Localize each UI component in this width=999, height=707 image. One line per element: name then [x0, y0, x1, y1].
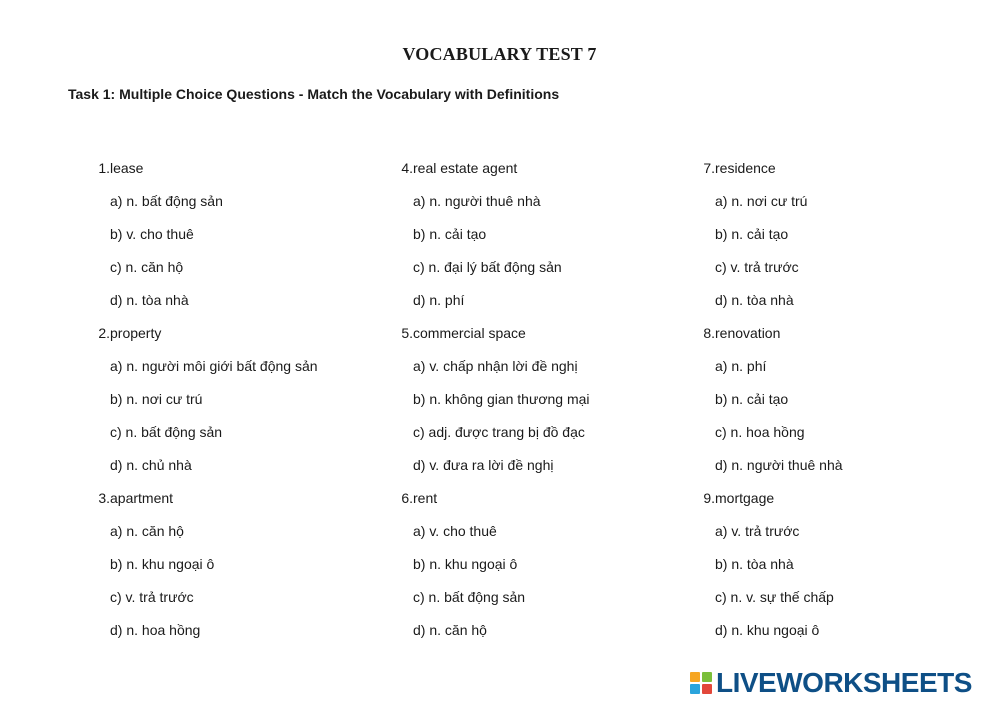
answer-option[interactable]: b) n. cải tạo — [715, 225, 789, 242]
question-column — [693, 151, 993, 646]
vocabulary-word: rent — [413, 489, 438, 506]
answer-option[interactable]: c) n. hoa hồng — [715, 423, 805, 440]
question-number: 9. — [703, 489, 715, 506]
answer-option[interactable]: c) adj. được trang bị đồ đạc — [413, 423, 585, 440]
answer-option[interactable]: c) v. trả trước — [715, 258, 799, 275]
answer-option[interactable]: d) n. căn hộ — [413, 621, 487, 638]
page-title: VOCABULARY TEST 7 — [402, 44, 597, 64]
answer-option[interactable]: b) n. tòa nhà — [715, 555, 794, 572]
vocabulary-word: mortgage — [715, 489, 775, 506]
question-number: 4. — [401, 159, 413, 176]
answer-option[interactable]: a) n. căn hộ — [110, 522, 184, 539]
question — [693, 316, 993, 349]
question-number: 6. — [401, 489, 413, 506]
question-number: 8. — [703, 324, 715, 341]
question-number: 7. — [703, 159, 715, 176]
answer-option[interactable]: d) n. hoa hồng — [110, 621, 201, 638]
answer-option[interactable]: d) n. chủ nhà — [110, 456, 192, 473]
question-column — [391, 151, 691, 646]
vocabulary-word: residence — [715, 159, 776, 176]
question-number: 5. — [401, 324, 413, 341]
answer-option[interactable]: b) n. cải tạo — [715, 390, 789, 407]
answer-option[interactable]: b) v. cho thuê — [110, 225, 194, 242]
answer-option[interactable]: a) v. trả trước — [715, 522, 800, 539]
answer-option[interactable]: d) n. phí — [413, 291, 465, 308]
answer-option[interactable]: d) v. đưa ra lời đề nghị — [413, 456, 554, 473]
task-heading: Task 1: Multiple Choice Questions - Match the Vocabulary with Definitions — [68, 86, 560, 102]
answer-option[interactable]: c) n. bất động sản — [413, 588, 526, 605]
question — [693, 481, 993, 514]
answer-option[interactable]: b) n. không gian thương mại — [413, 390, 590, 407]
answer-option[interactable]: b) n. khu ngoại ô — [413, 555, 518, 572]
question — [693, 151, 993, 184]
question-number: 3. — [98, 489, 110, 506]
answer-option[interactable]: d) n. tòa nhà — [715, 291, 794, 308]
answer-option[interactable]: a) n. bất động sản — [110, 192, 223, 209]
question — [88, 481, 388, 514]
answer-option[interactable]: a) n. phí — [715, 357, 767, 374]
vocabulary-word: renovation — [715, 324, 781, 341]
answer-option[interactable]: d) n. người thuê nhà — [715, 456, 843, 473]
answer-option[interactable]: a) v. chấp nhận lời đề nghị — [413, 357, 578, 374]
answer-option[interactable]: d) n. khu ngoại ô — [715, 621, 820, 638]
answer-option[interactable]: c) n. căn hộ — [110, 258, 184, 275]
answer-option[interactable]: a) n. người môi giới bất động sản — [110, 357, 318, 374]
liveworksheets-logo-icon — [690, 672, 712, 694]
question-number: 1. — [98, 159, 110, 176]
vocabulary-word: property — [110, 324, 162, 341]
answer-option[interactable]: b) n. nơi cư trú — [110, 390, 203, 407]
question — [88, 151, 388, 184]
question-column — [88, 151, 388, 646]
question — [391, 316, 691, 349]
answer-option[interactable]: c) n. bất động sản — [110, 423, 223, 440]
question-number: 2. — [98, 324, 110, 341]
answer-option[interactable]: a) v. cho thuê — [413, 522, 497, 539]
answer-option[interactable]: a) n. người thuê nhà — [413, 192, 541, 209]
question — [391, 481, 691, 514]
liveworksheets-logo[interactable] — [690, 666, 972, 700]
answer-option[interactable]: b) n. cải tạo — [413, 225, 487, 242]
answer-option[interactable]: c) n. v. sự thế chấp — [715, 588, 834, 605]
answer-option[interactable]: c) v. trả trước — [110, 588, 194, 605]
answer-option[interactable]: a) n. nơi cư trú — [715, 192, 808, 209]
answer-option[interactable]: d) n. tòa nhà — [110, 291, 189, 308]
vocabulary-word: commercial space — [413, 324, 526, 341]
vocabulary-word: real estate agent — [413, 159, 518, 176]
vocabulary-word: lease — [110, 159, 144, 176]
question — [391, 151, 691, 184]
question — [88, 316, 388, 349]
answer-option[interactable]: c) n. đại lý bất động sản — [413, 258, 562, 275]
answer-option[interactable]: b) n. khu ngoại ô — [110, 555, 215, 572]
logo-text: LIVEWORKSHEETS — [716, 667, 972, 698]
vocabulary-word: apartment — [110, 489, 174, 506]
